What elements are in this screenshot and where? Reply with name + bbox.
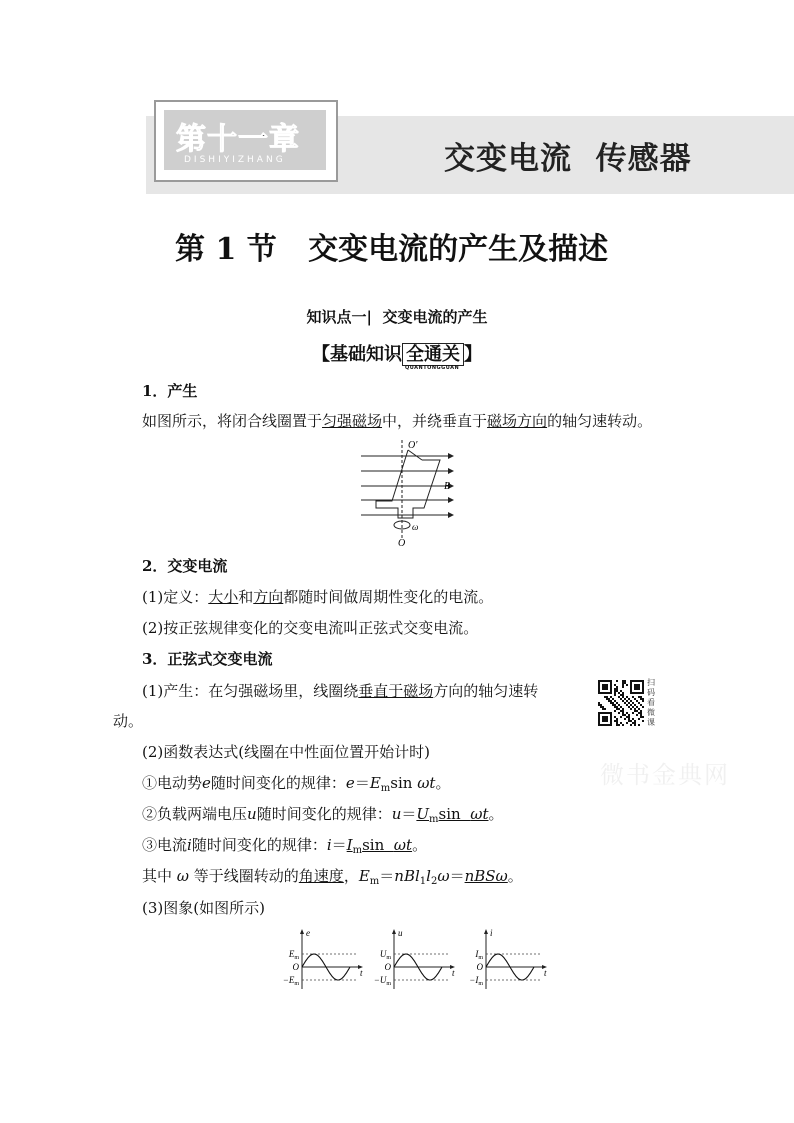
generation-sinusoidal-cont: 动。 [113,712,144,730]
chapter-title: 交变电流 传感器 [444,141,692,177]
section-title: 第 1 节 交变电流的产生及描述 [175,232,609,267]
qr-code[interactable] [598,680,644,726]
omega-relation: 其中 ω 等于线圈转动的角速度，$E_m=nBl_1l_2\omega=nBS\omega$。 [142,867,523,887]
y-axis-arrow [392,929,396,934]
axis-label: i [490,928,493,938]
t-label: t [452,968,455,978]
zero-label: O [476,962,483,972]
coil-figure [356,438,466,550]
current-rule: ③电流i随时间变化的规律：$i=I_m\sin$ ωt。 [142,836,428,856]
waveform-graphs [280,926,550,992]
axis-label: u [398,928,403,938]
t-label: t [360,968,363,978]
highlight-box: 全通关 QUANTONGGUAN [402,343,464,366]
y-axis-arrow [300,929,304,934]
heading-ac: 2．交变电流 [142,557,228,575]
t-label: t [544,968,547,978]
heading-generation: 1．产生 [142,382,198,400]
knowledge-point-heading: 知识点一| 交变电流的产生 [306,308,488,326]
chapter-badge [154,100,338,182]
graph-heading: (3)图象(如图所示) [142,899,265,917]
function-expression: (2)函数表达式(线圈在中性面位置开始计时) [142,743,430,761]
watermark: 微书金典网 [600,761,730,789]
basic-knowledge-heading: 【基础知识 全通关 QUANTONGGUAN 】 [312,344,482,371]
neg-peak-label: $-U_m$ [373,975,391,987]
chapter-label: 第十一章 [176,122,300,157]
label-o-prime: O′ [408,440,418,451]
label-b: B [444,481,451,492]
chapter-pinyin: DISHIYIZHANG [184,155,286,165]
axis-label: e [306,928,310,938]
ac-sinusoidal: (2)按正弦规律变化的交变电流叫正弦式交变电流。 [142,619,479,637]
heading-sinusoidal: 3．正弦式交变电流 [142,650,273,668]
zero-label: O [384,962,391,972]
generation-text: 如图所示，将闭合线圈置于匀强磁场中，并绕垂直于磁场方向的轴匀速转动。 [142,412,653,430]
generation-sinusoidal: (1)产生：在匀强磁场里，线圈绕垂直于磁场方向的轴匀速转 [142,682,539,700]
voltage-rule: ②负载两端电压u随时间变化的规律：$u=U_m\sin$ ωt。 [142,805,504,825]
neg-peak-label: $-I_m$ [469,975,483,987]
zero-label: O [292,962,299,972]
y-axis-arrow [484,929,488,934]
label-o: O [398,538,406,549]
label-omega: ω [412,522,419,532]
ac-definition: (1)定义：大小和方向都随时间做周期性变化的电流。 [142,588,494,606]
peak-label: $I_m$ [475,949,483,961]
qr-label: 扫码看微课 [647,678,655,727]
peak-label: $E_m$ [288,949,299,961]
peak-label: $U_m$ [379,949,391,961]
neg-peak-label: $-E_m$ [282,975,299,987]
emf-rule: ①电动势e随时间变化的规律：$e=E_m\sin$ ωt。 [142,774,451,794]
